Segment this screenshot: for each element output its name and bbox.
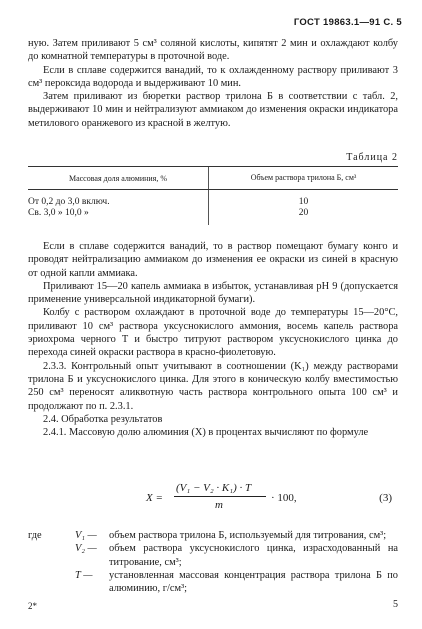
definition-text: объем раствора уксуснокислого цинка, израсходованный на титрование, см³; [109,543,398,568]
paragraph-formula-intro: 2.4.1. Массовую долю алюминия (X) в процентах вычисляют по формуле [43,427,369,439]
table-cell-range: От 0,2 до 3,0 включ. [28,197,110,207]
formula-tail: · 100, [271,492,297,504]
paragraph-vanadium-peroxide: Если в сплаве содержится ванадий, то к охлажденному раствору приливают 3 см³ пероксида водорода и выдерживают 10 мин. [28,64,398,89]
fraction-bar [174,496,266,497]
table-cell-range: Св. 3,0 » 10,0 » [28,207,89,218]
table-header-volume: Объем раствора трилона Б, см³ [208,167,398,189]
table-col-range [28,190,208,225]
signature-mark: 2* [28,601,37,611]
definitions-spacer [28,569,75,596]
table-header-row [28,167,398,189]
mid-text-block [28,240,398,439]
definition-item [28,529,398,542]
definition-symbol: T — [75,569,93,581]
page-number: 5 [393,599,398,610]
paragraph-trilon-titration: Затем приливают из бюретки раствор трилона Б в соответствии с табл. 2, выдерживают 10 мин и нейтрализуют аммиаком до изменения окраски индикатора метилового оранжевого из красной в желтую. [28,91,398,129]
formula-lhs: X = [146,492,163,504]
definition-text: объем раствора трилона Б, используемый для титрования, см³; [109,530,387,541]
table-cell-volume: 10 [298,197,309,207]
definition-item [28,542,398,569]
definition-item [28,569,398,596]
definition-text: установленная массовая концентрация раствора трилона Б по алюминию, г/см³; [109,569,398,595]
formula-numerator: (V₁ − V₂ · K₁) · T [176,482,252,494]
table-header-aluminium: Массовая доля алюминия, % [68,173,168,183]
definitions-list [28,529,398,595]
table-cell-volume: 20 [298,207,309,218]
paragraph-congo-paper: Если в сплаве содержится ванадий, то в раствор помещают бумагу конго и проводят нейтрализацию аммиаком до изменения ее окраски из синей в красную от одной капли аммиака. [28,241,398,279]
definitions-lead: где [28,530,42,541]
table-col-volume [208,190,398,225]
table-body [28,190,398,225]
formula-denominator: m [215,499,223,511]
definitions-spacer [28,542,75,569]
formula-3 [28,480,398,520]
equation-number: (3) [379,492,392,504]
table-title: Таблица 2 [346,152,398,163]
page-header: ГОСТ 19863.1—91 С. 5 [293,17,402,28]
section-heading-results: 2.4. Обработка результатов [43,413,163,425]
definition-symbol: V₂ — [75,543,97,555]
table-2 [28,166,398,225]
paragraph-cooling-titration: Колбу с раствором охлаждают в проточной воде до температуры 15—20°С, приливают 10 см³ раствора уксуснокислого аммония, восемь капель раствора эриохрома черного Т и быстро титруют раствором уксуснокислого цинка до перехода синей окраски раствора в красно-фиолетовую. [28,307,398,359]
paragraph-ammonia-excess: Приливают 15—20 капель аммиака в избыток, устанавливая рН 9 (допускается применение универсальной индикаторной бумаги). [28,280,398,306]
paragraph-continuation: ную. Затем приливают 5 см³ соляной кислоты, кипятят 2 мин и охлаждают колбу до комнатной температуры в проточной воде. [28,38,398,63]
definition-symbol: V₁ — [75,530,97,541]
paragraph-control-experiment: 2.3.3. Контрольный опыт учитывают в соотношении (K₁) между растворами трилона Б и уксуснокислого цинка. Для этого в коническую колбу вместимостью 250 см³ переносят аликвотную часть раствора контрольного опыта 100 см³ и продолжают по п. 2.3.1. [28,360,398,412]
top-text-block [28,37,398,130]
